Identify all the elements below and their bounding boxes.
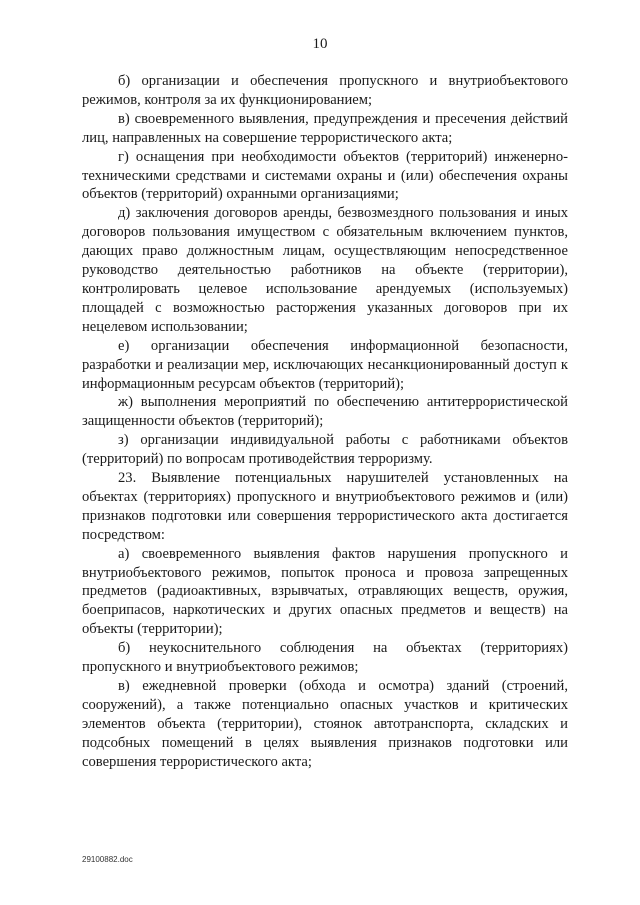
paragraph-d-lease-agreements: д) заключения договоров аренды, безвозмездного пользования и иных договоров пользования имуществом с обязательным включением пунктов, дающих право должностным лицам, осуществляющим непосредственное руководство деятельностью работников на объекте (территории), контролировать целевое использование арендуемых (используемых) площадей с возможностью расторжения указанных договоров при их нецелевом использовании; — [82, 205, 568, 335]
paragraph-v-daily-inspection: в) ежедневной проверки (обхода и осмотра) зданий (строений, сооружений), а также потенциально опасных участков и критических элементов объекта (территории), стоянок автотранспорта, складских и подсобных помещений в целях выявления признаков подготовки или совершения террористического акта; — [82, 678, 568, 770]
paragraph-e-information-security: е) организации обеспечения информационной безопасности, разработки и реализации мер, исключающих несанкционированный доступ к информационным ресурсам объектов (территорий); — [82, 337, 568, 392]
paragraph-23-detection: 23. Выявление потенциальных нарушителей установленных на объектах (территориях) пропускного и внутриобъектового режимов и (или) признаков подготовки или совершения террористического акта достигается посредством: — [82, 470, 568, 543]
paragraph-g-engineering-equipment: г) оснащения при необходимости объектов (территорий) инженерно-техническими средствами и системами охраны и (или) обеспечения охраны объектов (территорий) охранными организациями; — [82, 148, 568, 203]
page-number: 10 — [312, 36, 328, 52]
paragraph-z-individual-work: з) организации индивидуальной работы с работниками объектов (территорий) по вопросам противодействия терроризму. — [82, 432, 568, 468]
footer-file-name: 29100882.doc — [82, 855, 133, 864]
document-body — [82, 72, 568, 772]
paragraph-b-access-regime: б) организации и обеспечения пропускного и внутриобъектового режимов, контроля за их функционированием; — [82, 73, 568, 108]
paragraph-v-timely-detection: в) своевременного выявления, предупреждения и пресечения действий лиц, направленных на совершение террористического акта; — [82, 110, 568, 146]
paragraph-b-strict-compliance: б) неукоснительного соблюдения на объектах (территориях) пропускного и внутриобъектового режимов; — [82, 640, 568, 676]
paragraph-a-violation-facts: а) своевременного выявления фактов нарушения пропускного и внутриобъектового режимов, попыток проноса и провоза запрещенных предметов (радиоактивных, взрывчатых, отравляющих веществ, оружия, боеприпасов, наркотических и других опасных предметов и веществ) на объекты (территории); — [82, 545, 568, 638]
paragraph-zh-antiterrorist-measures: ж) выполнения мероприятий по обеспечению антитеррористической защищенности объектов (территорий); — [82, 394, 568, 430]
